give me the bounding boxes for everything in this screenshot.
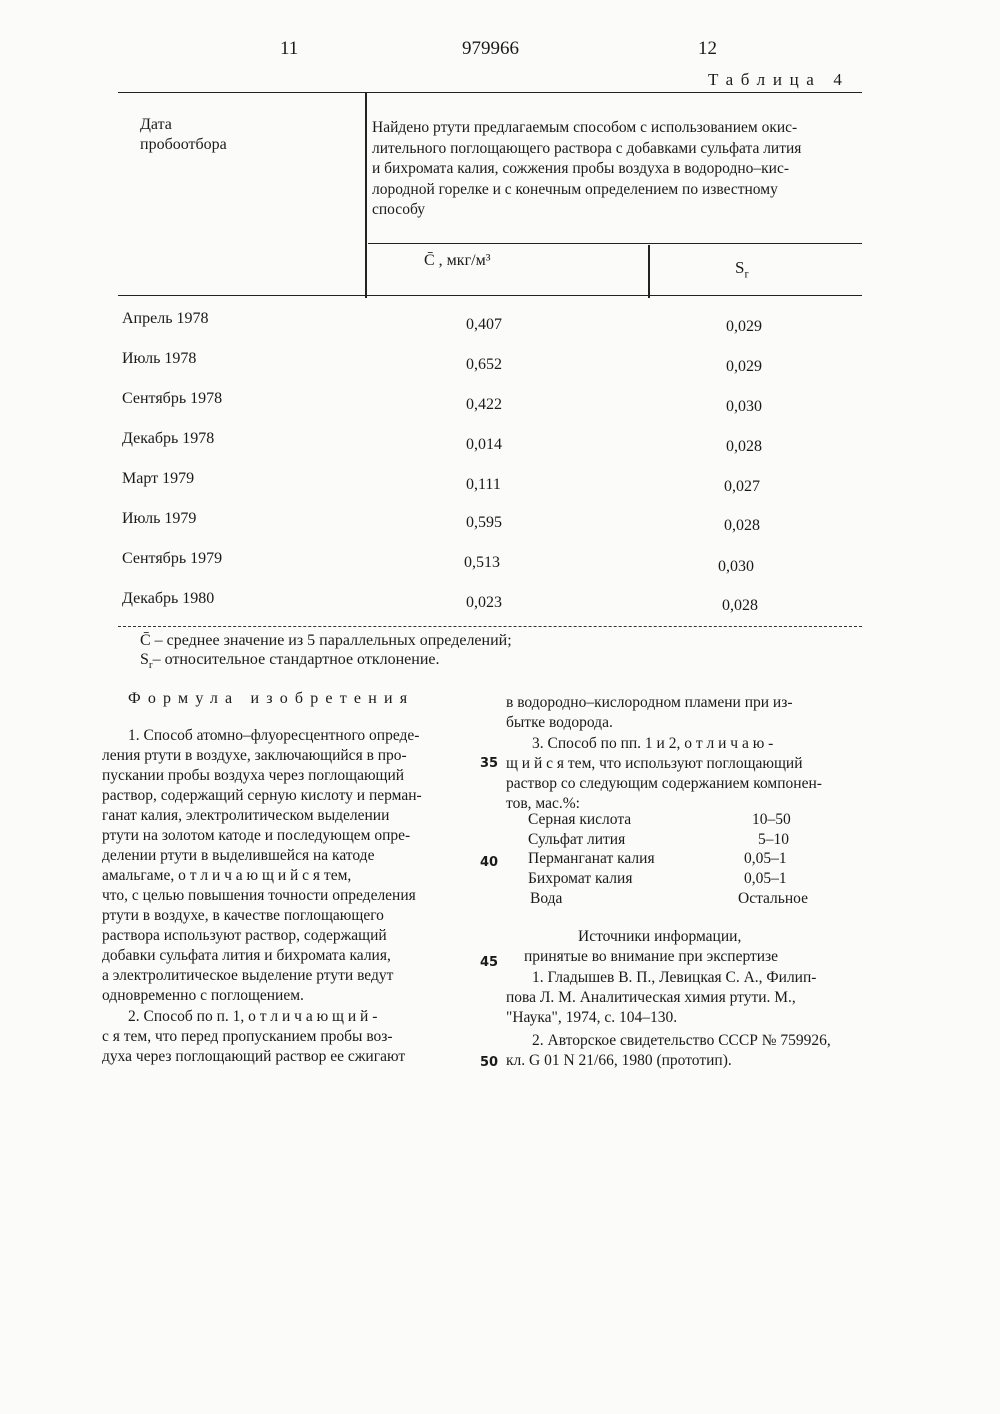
claim-2-continued-line-1: в водородно–кислородном пламени при из- bbox=[506, 694, 793, 711]
row-2-date: Июль 1978 bbox=[122, 350, 197, 367]
patent-number: 979966 bbox=[462, 38, 519, 59]
component-row bbox=[528, 869, 808, 889]
header-date bbox=[140, 115, 227, 155]
note-mean: C̄ – среднее значение из 5 параллельных определений; bbox=[140, 632, 512, 649]
component-name: Серная кислота bbox=[528, 810, 632, 828]
claim-2-line-2: с я тем, что перед пропусканием пробы воз- bbox=[102, 1028, 393, 1045]
left-column bbox=[102, 726, 462, 1067]
claim-3-line-1: 3. Способ по пп. 1 и 2, о т л и ч а ю - bbox=[532, 735, 774, 752]
claim-1-line-13: а электролитическое выделение ртути ведут bbox=[102, 967, 394, 984]
row-6-deviation: 0,028 bbox=[724, 517, 760, 534]
row-1-concentration: 0,407 bbox=[466, 316, 502, 333]
claim-1-line-6: ртути на золотом катоде и последующем опре- bbox=[102, 827, 411, 844]
claim-1-line-10: ртути в воздухе, в качестве поглощающего bbox=[102, 907, 384, 924]
subheader-deviation bbox=[735, 258, 748, 281]
claim-3-line-2: щ и й с я тем, что используют поглощающий bbox=[506, 755, 803, 772]
row-4-concentration: 0,014 bbox=[466, 436, 502, 453]
reference-2-line-2: кл. G 01 N 21/66, 1980 (прототип). bbox=[506, 1052, 732, 1069]
claim-1-line-7: делении ртути в выделившейся на катоде bbox=[102, 847, 375, 864]
row-8-concentration: 0,023 bbox=[466, 594, 502, 611]
row-5-deviation: 0,027 bbox=[724, 478, 760, 495]
row-3-date: Сентябрь 1978 bbox=[122, 390, 223, 407]
component-row bbox=[528, 810, 808, 830]
right-column bbox=[506, 693, 886, 814]
header-found-line-1: Найдено ртути предлагаемым способом с использованием окис- bbox=[372, 119, 798, 136]
header-date-line-2: пробоотбора bbox=[140, 136, 227, 153]
claim-1-line-2: ления ртути в воздухе, заключающийся в про- bbox=[102, 747, 407, 764]
reference-1-line-1: 1. Гладышев В. П., Левицкая С. А., Филип- bbox=[532, 969, 817, 986]
table-top-rule bbox=[118, 92, 862, 93]
header-found-line-5: способу bbox=[372, 201, 425, 218]
reference-1-line-2: пова Л. М. Аналитическая химия ртути. М., bbox=[506, 989, 796, 1006]
component-row bbox=[528, 889, 808, 909]
line-number-45: 45 bbox=[480, 955, 499, 970]
table-header-bottom-rule bbox=[118, 295, 862, 296]
claim-1-line-14: одновременно с поглощением. bbox=[102, 987, 304, 1004]
line-number-35: 35 bbox=[480, 756, 499, 771]
row-3-concentration: 0,422 bbox=[466, 396, 502, 413]
sources-title: Источники информации, bbox=[578, 928, 742, 945]
row-8-deviation: 0,028 bbox=[722, 597, 758, 614]
claim-1-line-8: амальгаме, о т л и ч а ю щ и й с я тем, bbox=[102, 867, 352, 884]
header-found-line-3: и бихромата калия, сожжения пробы воздуха в водородно–кис- bbox=[372, 160, 790, 177]
component-value: 5–10 bbox=[758, 830, 789, 848]
claim-1-line-9: что, с целью повышения точности определения bbox=[102, 887, 416, 904]
component-value: 0,05–1 bbox=[744, 870, 787, 888]
sources-subtitle: принятые во внимание при экспертизе bbox=[524, 948, 779, 965]
line-number-50: 50 bbox=[480, 1055, 499, 1070]
component-value: Остальное bbox=[738, 890, 808, 908]
table-bottom-rule bbox=[118, 626, 862, 627]
note-deviation bbox=[140, 650, 439, 675]
component-name: Вода bbox=[530, 890, 563, 908]
claim-2-line-1: 2. Способ по п. 1, о т л и ч а ю щ и й - bbox=[128, 1008, 378, 1025]
row-1-date: Апрель 1978 bbox=[122, 310, 209, 327]
row-2-deviation: 0,029 bbox=[726, 358, 762, 375]
claim-1-line-11: раствора используют раствор, содержащий bbox=[102, 927, 387, 944]
row-4-deviation: 0,028 bbox=[726, 438, 762, 455]
row-7-deviation: 0,030 bbox=[718, 558, 754, 575]
row-6-concentration: 0,595 bbox=[466, 514, 502, 531]
components-table bbox=[528, 810, 808, 909]
note-deviation-subscript: r bbox=[148, 659, 153, 672]
claim-1-line-12: добавки сульфата лития и бихромата калия, bbox=[102, 947, 391, 964]
table-subheader-divider bbox=[648, 245, 650, 298]
claim-1-line-5: ганат калия, электролитическом выделении bbox=[102, 807, 390, 824]
component-row bbox=[528, 850, 808, 870]
row-4-date: Декабрь 1978 bbox=[122, 430, 215, 447]
component-value: 0,05–1 bbox=[744, 850, 787, 868]
reference-1-line-3: "Наука", 1974, с. 104–130. bbox=[506, 1009, 678, 1026]
subheader-concentration: C̄ , мкг/м³ bbox=[424, 252, 491, 269]
row-1-deviation: 0,029 bbox=[726, 318, 762, 335]
subheader-deviation-subscript: r bbox=[744, 266, 749, 281]
claim-2-line-3: духа через поглощающий раствор ее сжигают bbox=[102, 1048, 406, 1065]
formula-title: Формула изобретения bbox=[128, 690, 415, 707]
claim-3-line-3: раствор со следующим содержанием компонен- bbox=[506, 775, 822, 792]
component-name: Перманганат калия bbox=[528, 850, 655, 868]
claim-3-line-4: тов, мас.%: bbox=[506, 795, 580, 812]
reference-2-line-1: 2. Авторское свидетельство СССР № 759926, bbox=[532, 1032, 831, 1049]
row-5-date: Март 1979 bbox=[122, 470, 195, 487]
component-name: Сульфат лития bbox=[528, 830, 626, 848]
claim-1-line-1: 1. Способ атомно–флуоресцентного опреде- bbox=[128, 727, 420, 744]
claim-2-continued-line-2: бытке водорода. bbox=[506, 714, 613, 731]
page-number-left: 11 bbox=[280, 38, 299, 59]
page-number-right: 12 bbox=[698, 38, 717, 59]
row-8-date: Декабрь 1980 bbox=[122, 590, 215, 607]
row-2-concentration: 0,652 bbox=[466, 356, 502, 373]
row-7-concentration: 0,513 bbox=[464, 554, 500, 571]
table-header-divider bbox=[365, 92, 367, 298]
component-name: Бихромат калия bbox=[528, 870, 633, 888]
row-3-deviation: 0,030 bbox=[726, 398, 762, 415]
row-7-date: Сентябрь 1979 bbox=[122, 550, 223, 567]
note-deviation-text: – относительное стандартное отклонение. bbox=[152, 651, 440, 668]
references bbox=[506, 968, 886, 1071]
claim-1-line-3: пускании пробы воздуха через поглощающий bbox=[102, 767, 405, 784]
row-6-date: Июль 1979 bbox=[122, 510, 197, 527]
header-found-line-4: лородной горелке и с конечным определением по известному bbox=[372, 180, 778, 198]
subheader-deviation-symbol: S bbox=[735, 258, 745, 277]
component-row bbox=[528, 830, 808, 850]
claim-1-line-4: раствор, содержащий серную кислоту и перман- bbox=[102, 787, 422, 804]
row-5-concentration: 0,111 bbox=[466, 476, 501, 493]
header-found-line-2: лительного поглощающего раствора с добавками сульфата лития bbox=[372, 139, 802, 157]
header-date-line-1: Дата bbox=[140, 116, 172, 133]
line-number-40: 40 bbox=[480, 855, 499, 870]
component-value: 10–50 bbox=[752, 810, 791, 828]
table-caption: Таблица 4 bbox=[708, 70, 850, 89]
note-deviation-symbol: S bbox=[140, 651, 149, 668]
table-subheader-rule bbox=[368, 243, 862, 244]
header-found bbox=[372, 118, 801, 221]
